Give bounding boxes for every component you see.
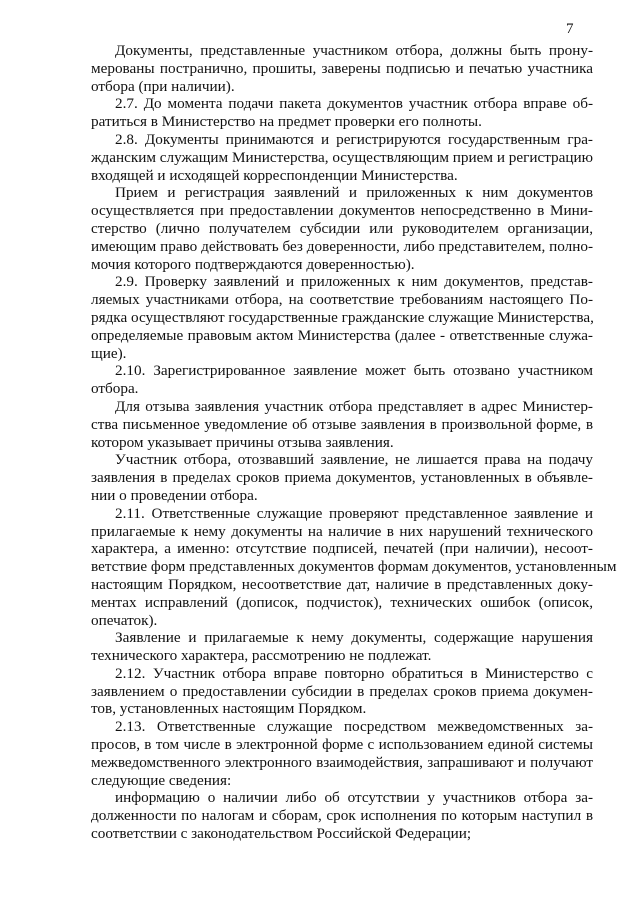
text-line: котором указывает причины отзыва заявления. (91, 433, 394, 451)
text-line: 2.13. Ответственные служащие посредством межведомственных за- (115, 718, 593, 736)
text-line: опечаток). (91, 611, 158, 629)
text-line: Для отзыва заявления участник отбора представляет в адрес Министер- (115, 397, 593, 415)
text-line: отбора (при наличии). (91, 77, 235, 95)
text-line: осуществляется при предоставлении документов непосредственно в Мини- (91, 202, 593, 220)
paragraph (91, 273, 593, 362)
paragraph (91, 451, 593, 504)
text-line: 2.11. Ответственные служащие проверяют представленное заявление и (115, 504, 593, 522)
paragraph (91, 718, 593, 789)
text-line: тов, установленных настоящим Порядком. (91, 700, 367, 718)
text-line: 2.12. Участник отбора вправе повторно обратиться в Министерство с (115, 664, 593, 682)
document-body (91, 42, 617, 843)
paragraph (91, 42, 593, 95)
text-line: ветствие форм представленных документов формам документов, установленным (91, 558, 617, 576)
text-line: заявлением о предоставлении субсидии в пределах сроков приема докумен- (91, 682, 593, 700)
text-line: стерство (лично получателем субсидии или руководителем организации, (91, 219, 593, 237)
paragraph (91, 184, 593, 273)
text-line: 2.9. Проверку заявлений и приложенных к ним документов, представ- (115, 273, 593, 291)
paragraph (91, 629, 593, 665)
text-line: определяемые правовым актом Министерства (далее - ответственные служа- (91, 326, 593, 344)
paragraph (91, 131, 593, 184)
text-line: технического характера, рассмотрению не подлежат. (91, 647, 432, 665)
text-line: 2.10. Зарегистрированное заявление может быть отозвано участником (115, 362, 593, 380)
text-line: просов, в том числе в электронной форме с использованием единой системы (91, 736, 593, 754)
text-line: заявления в пределах сроков приема документов, установленных в объявле- (91, 469, 593, 487)
text-line: ляемых участниками отбора, на соответствие требованиям настоящего По- (91, 291, 593, 309)
text-line: настоящим Порядком, несоответствие дат, наличие в представленных доку- (91, 575, 593, 593)
paragraph (91, 504, 617, 630)
text-line: 2.7. До момента подачи пакета документов участник отбора вправе об- (115, 95, 593, 113)
page-number: 7 (566, 21, 574, 37)
text-line: отбора. (91, 380, 139, 398)
paragraph (91, 665, 593, 718)
text-line: ментах исправлений (дописок, подчисток), технических ошибок (описок, (91, 593, 593, 611)
paragraph (91, 95, 593, 131)
text-line: Документы, представленные участником отбора, должны быть прону- (115, 42, 593, 59)
text-line: межведомственного электронного взаимодействия, запрашивают и получают (91, 753, 593, 771)
text-line: характера, а именно: отсутствие подписей, печатей (при наличии), несоот- (91, 540, 593, 558)
paragraph (91, 398, 593, 451)
text-line: рядка осуществляют государственные гражданские служащие Министерства, (91, 308, 594, 326)
text-line: мочия которого подтверждаются доверенностью). (91, 255, 415, 273)
text-line: информацию о наличии либо об отсутствии у участников отбора за- (115, 789, 593, 807)
text-line: Прием и регистрация заявлений и приложенных к ним документов (115, 184, 593, 202)
text-line: жданским служащим Министерства, осуществляющим прием и регистрацию (91, 148, 593, 166)
text-line: Заявление и прилагаемые к нему документы, содержащие нарушения (115, 629, 593, 647)
paragraph (91, 789, 593, 842)
text-line: соответствии с законодательством Российской Федерации; (91, 825, 472, 843)
text-line: ратиться в Министерство на предмет проверки его полноты. (91, 113, 482, 131)
paragraph (91, 362, 593, 398)
text-line: прилагаемые к нему документы на наличие в них нарушений технического (91, 522, 593, 540)
text-line: мерованы постранично, прошиты, заверены подписью и печатью участника (91, 59, 593, 77)
text-line: входящей и исходящей корреспонденции Министерства. (91, 166, 458, 184)
text-line: нии о проведении отбора. (91, 486, 258, 504)
text-line: ства письменное уведомление об отзыве заявления в произвольной форме, в (91, 415, 593, 433)
text-line: Участник отбора, отозвавший заявление, не лишается права на подачу (115, 451, 593, 469)
text-line: щие). (91, 344, 127, 362)
text-line: следующие сведения: (91, 771, 232, 789)
text-line: имеющим право действовать без доверенности, либо представителем, полно- (91, 237, 593, 255)
text-line: 2.8. Документы принимаются и регистрируются государственным гра- (115, 130, 593, 148)
text-line: долженности по налогам и сборам, срок исполнения по которым наступил в (91, 807, 593, 825)
